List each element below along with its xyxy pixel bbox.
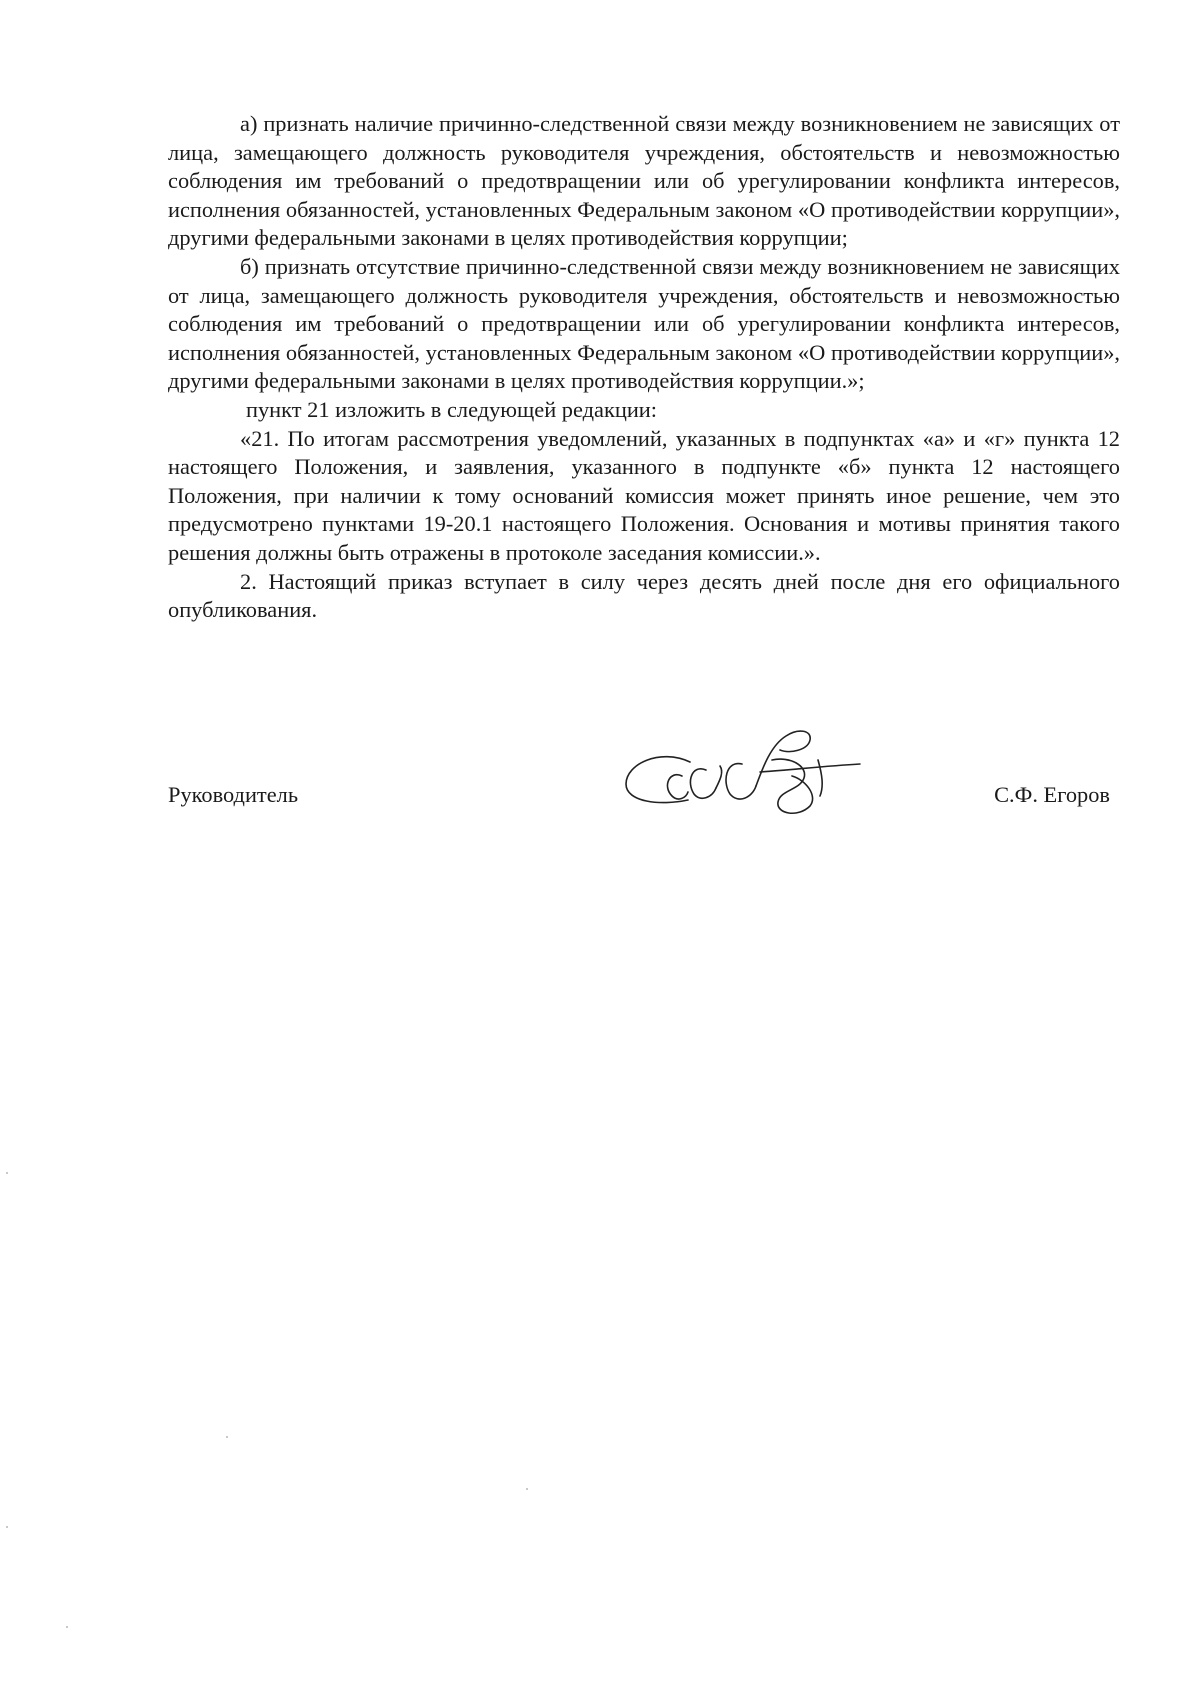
paragraph-clause-21-intro: пункт 21 изложить в следующей редакции: <box>246 396 658 422</box>
document-body <box>168 110 1120 625</box>
paragraph-effective-date: 2. Настоящий приказ вступает в силу через десять дней после дня его официального опубликования. <box>168 568 1120 623</box>
scan-speck <box>66 1626 68 1628</box>
paragraph-b: б) признать отсутствие причинно-следственной связи между возникновением не зависящих от лица, замещающего должность руководителя учреждения, обстоятельств и невозможностью соблюдения им требований о предотвращении или об урегулировании конфликта интересов, исполнения обязанностей, установленных Федеральным законом «О противодействии коррупции», другими федеральными законами в целях противодействия коррупции.»; <box>168 253 1120 394</box>
signatory-name: С.Ф. Егоров <box>994 782 1110 807</box>
signatory-position: Руководитель <box>168 782 299 807</box>
scan-speck <box>226 1436 228 1438</box>
paragraph-clause-21: «21. По итогам рассмотрения уведомлений, указанных в подпунктах «а» и «г» пункта 12 настоящего Положения, и заявления, указанного в подпункте «б» пункта 12 настоящего Положения, при наличии к тому оснований комиссия может принять иное решение, чем это предусмотрено пунктами 19-20.1 настоящего Положения. Основания и мотивы принятия такого решения должны быть отражены в протоколе заседания комиссии.». <box>168 425 1120 565</box>
handwritten-signature <box>620 720 870 830</box>
scan-speck <box>526 1488 528 1490</box>
paragraph-a: а) признать наличие причинно-следственной связи между возникновением не зависящих от лица, замещающего должность руководителя учреждения, обстоятельств и невозможностью соблюдения им требований о предотвращении или об урегулировании конфликта интересов, исполнения обязанностей, установленных Федеральным законом «О противодействии коррупции», другими федеральными законами в целях противодействия коррупции; <box>168 111 1120 251</box>
scan-speck <box>6 1172 8 1174</box>
scan-speck <box>6 1526 8 1528</box>
signature-block <box>168 720 1120 830</box>
